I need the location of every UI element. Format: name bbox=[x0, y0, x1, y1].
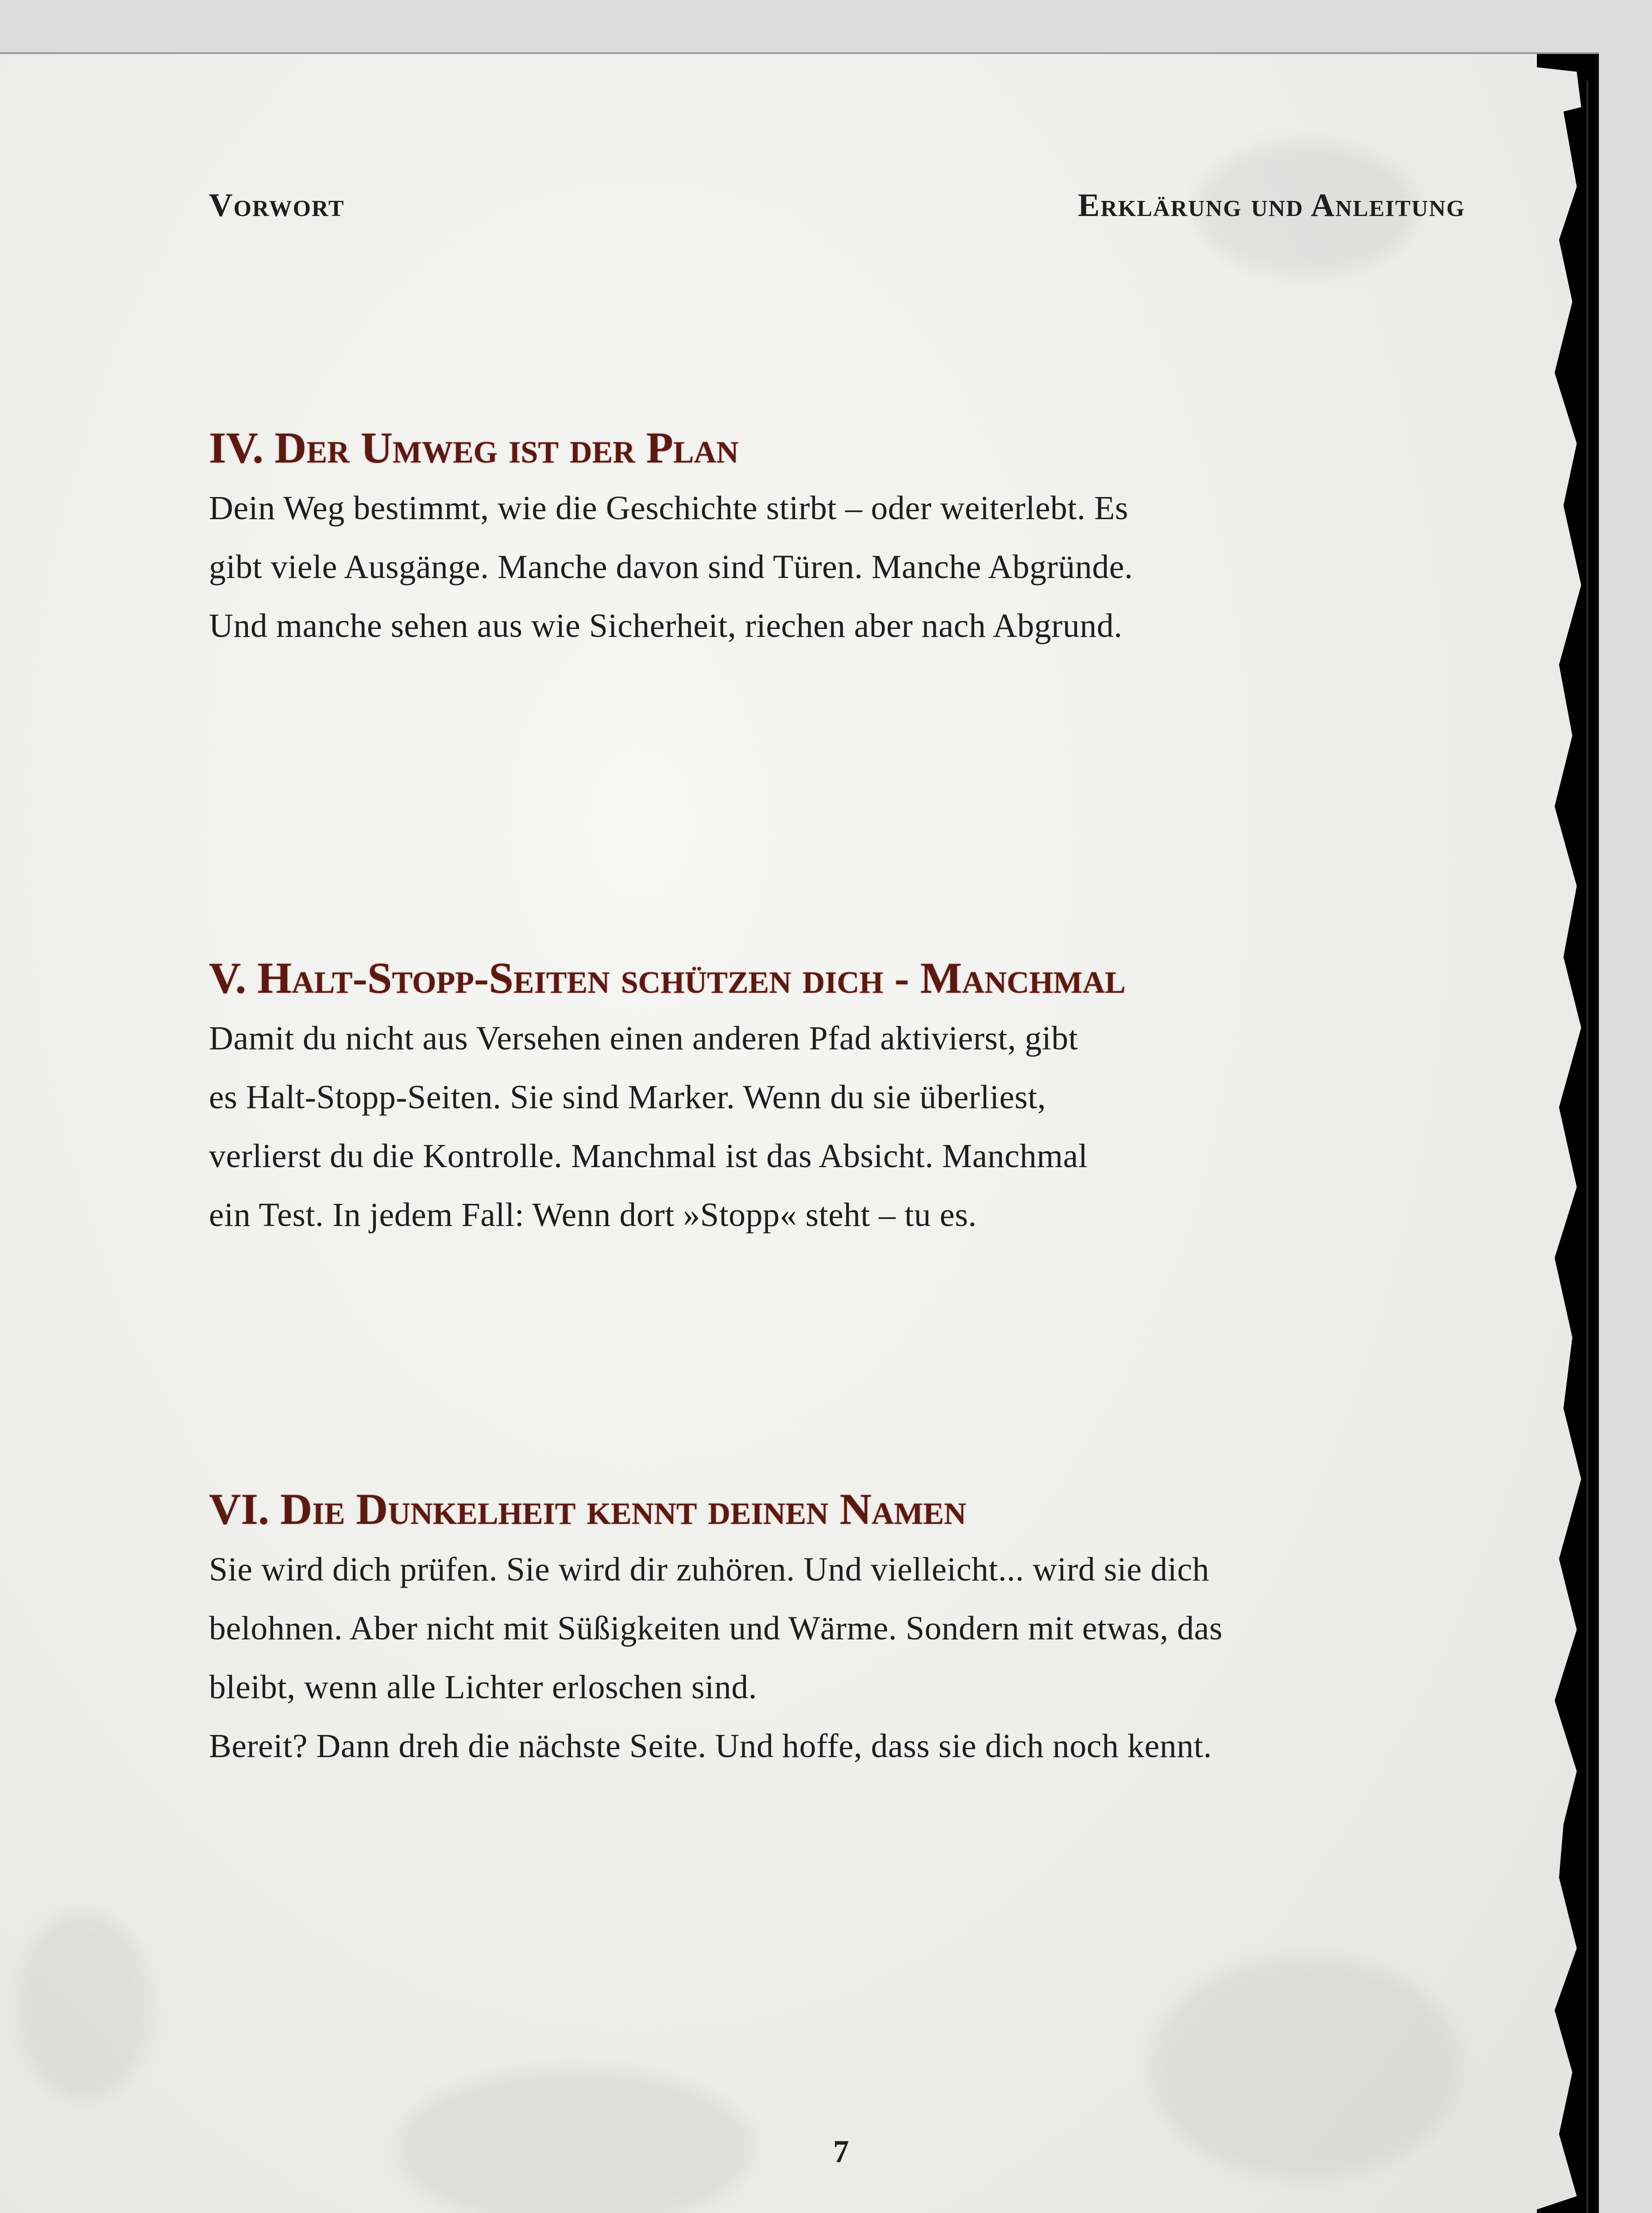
body-line: Damit du nicht aus Versehen einen anderen Pfad aktivierst, gibt bbox=[209, 1020, 1078, 1057]
section-heading: V. Halt-Stopp-Seiten schützen dich - Manchmal bbox=[209, 953, 1126, 1002]
body-line: verlierst du die Kontrolle. Manchmal ist das Absicht. Manchmal bbox=[209, 1137, 1088, 1175]
body-line: ein Test. In jedem Fall: Wenn dort »Stopp« steht – tu es. bbox=[209, 1196, 977, 1234]
running-head-left: Vorwort bbox=[209, 187, 345, 224]
section-heading: VI. Die Dunkelheit kennt deinen Namen bbox=[209, 1484, 966, 1534]
body-line: Dein Weg bestimmt, wie die Geschichte stirbt – oder weiterlebt. Es bbox=[209, 490, 1128, 527]
section-body bbox=[209, 1009, 1493, 1245]
section-body bbox=[209, 479, 1493, 655]
section-body bbox=[209, 1540, 1493, 1776]
paper-stain bbox=[398, 2068, 753, 2213]
paper-stain bbox=[1151, 1957, 1461, 2178]
section-iv bbox=[209, 421, 1493, 655]
running-head-right: Erklärung und Anleitung bbox=[1077, 187, 1465, 224]
body-line: Und manche sehen aus wie Sicherheit, riechen aber nach Abgrund. bbox=[209, 607, 1123, 644]
paper-stain bbox=[18, 1913, 151, 2099]
body-line: Sie wird dich prüfen. Sie wird dir zuhören. Und vielleicht... wird sie dich bbox=[209, 1551, 1209, 1588]
body-line: belohnen. Aber nicht mit Süßigkeiten und Wärme. Sondern mit etwas, das bbox=[209, 1610, 1223, 1647]
section-v bbox=[209, 952, 1493, 1245]
body-line: gibt viele Ausgänge. Manche davon sind Türen. Manche Abgründe. bbox=[209, 548, 1133, 586]
book-page bbox=[0, 52, 1599, 2213]
body-line: Bereit? Dann dreh die nächste Seite. Und hoffe, dass sie dich noch kennt. bbox=[209, 1727, 1212, 1765]
body-line: es Halt-Stopp-Seiten. Sie sind Marker. Wenn du sie überliest, bbox=[209, 1079, 1046, 1116]
torn-page-edge bbox=[1510, 54, 1599, 2213]
page-number: 7 bbox=[833, 2134, 849, 2169]
body-line: bleibt, wenn alle Lichter erloschen sind. bbox=[209, 1669, 757, 1706]
section-heading: IV. Der Umweg ist der Plan bbox=[209, 423, 739, 472]
section-vi bbox=[209, 1483, 1493, 1776]
